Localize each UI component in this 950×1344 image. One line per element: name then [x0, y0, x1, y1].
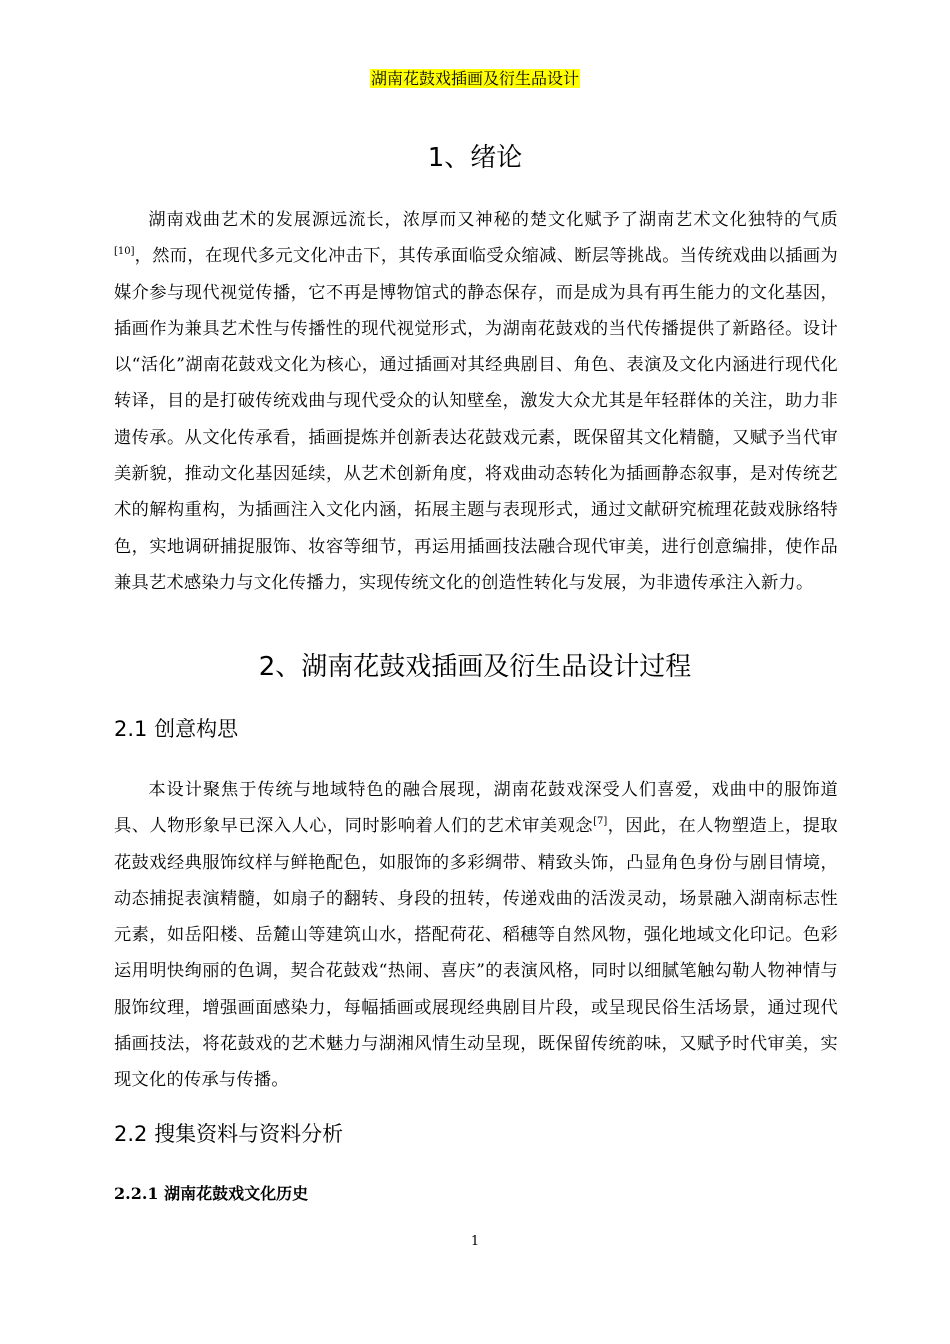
citation-ref-10: [10]	[114, 246, 135, 258]
section-2-1-paragraph-text-a: 本设计聚焦于传统与地域特色的融合展现，湖南花鼓戏深受人们喜爱，戏曲中的服饰道具、人物形象早已深入人心，同时影响着人们的艺术审美观念	[114, 780, 838, 837]
section-1-paragraph-text-a: 湖南戏曲艺术的发展源远流长，浓厚而又神秘的楚文化赋予了湖南艺术文化独特的气质	[148, 210, 838, 230]
section-1-paragraph	[114, 202, 838, 601]
section-2-1-paragraph	[114, 772, 838, 1099]
section-1-title: 1、绪论	[427, 143, 523, 173]
section-1-paragraph-text-b: ，然而，在现代多元文化冲击下，其传承面临受众缩减、断层等挑战。当传统戏曲以插画为媒介参与现代视觉传播，它不再是博物馆式的静态保存，而是成为具有再生能力的文化基因，插画作为兼具艺术性与传播性的现代视觉形式，为湖南花鼓戏的当代传播提供了新路径。设计以“活化”湖南花鼓戏文化为核心，通过插画对其经典剧目、角色、表演及文化内涵进行现代化转译，目的是打破传统戏曲与现代受众的认知壁垒，激发大众尤其是年轻群体的关注，助力非遗传承。从文化传承看，插画提炼并创新表达花鼓戏元素，既保留其文化精髓，又赋予当代审美新貌，推动文化基因延续，从艺术创新角度，将戏曲动态转化为插画静态叙事，是对传统艺术的解构重构，为插画注入文化内涵，拓展主题与表现形式，通过文献研究梳理花鼓戏脉络特色，实地调研捕捉服饰、妆容等细节，再运用插画技法融合现代审美，进行创意编排，使作品兼具艺术感染力与文化传播力，实现传统文化的创造性转化与发展，为非遗传承注入新力。	[114, 246, 838, 593]
page-number: 1	[470, 1234, 480, 1249]
running-header-title: 湖南花鼓戏插画及衍生品设计	[370, 69, 579, 88]
section-2-1-paragraph-text-b: ，因此，在人物塑造上，提取花鼓戏经典服饰纹样与鲜艳配色，如服饰的多彩绸带、精致头饰，凸显角色身份与剧目情境，动态捕捉表演精髓，如扇子的翻转、身段的扭转，传递戏曲的活泼灵动，场景融入湖南标志性元素，如岳阳楼、岳麓山等建筑山水，搭配荷花、稻穗等自然风物，强化地域文化印记。色彩运用明快绚丽的色调，契合花鼓戏“热闹、喜庆”的表演风格，同时以细腻笔触勾勒人物神情与服饰纹理，增强画面感染力，每幅插画或展现经典剧目片段，或呈现民俗生活场景，通过现代插画技法，将花鼓戏的艺术魅力与湖湘风情生动呈现，既保留传统韵味，又赋予时代审美，实现文化的传承与传播。	[114, 816, 839, 1091]
section-2-1-title: 2.1 创意构思	[114, 717, 239, 741]
section-2-2-title: 2.2 搜集资料与资料分析	[114, 1122, 344, 1146]
citation-ref-7: [7]	[593, 816, 608, 828]
section-2-title: 2、湖南花鼓戏插画及衍生品设计过程	[258, 652, 692, 682]
running-header	[0, 68, 950, 90]
section-2-2-1-title: 2.2.1 湖南花鼓戏文化历史	[114, 1184, 309, 1203]
